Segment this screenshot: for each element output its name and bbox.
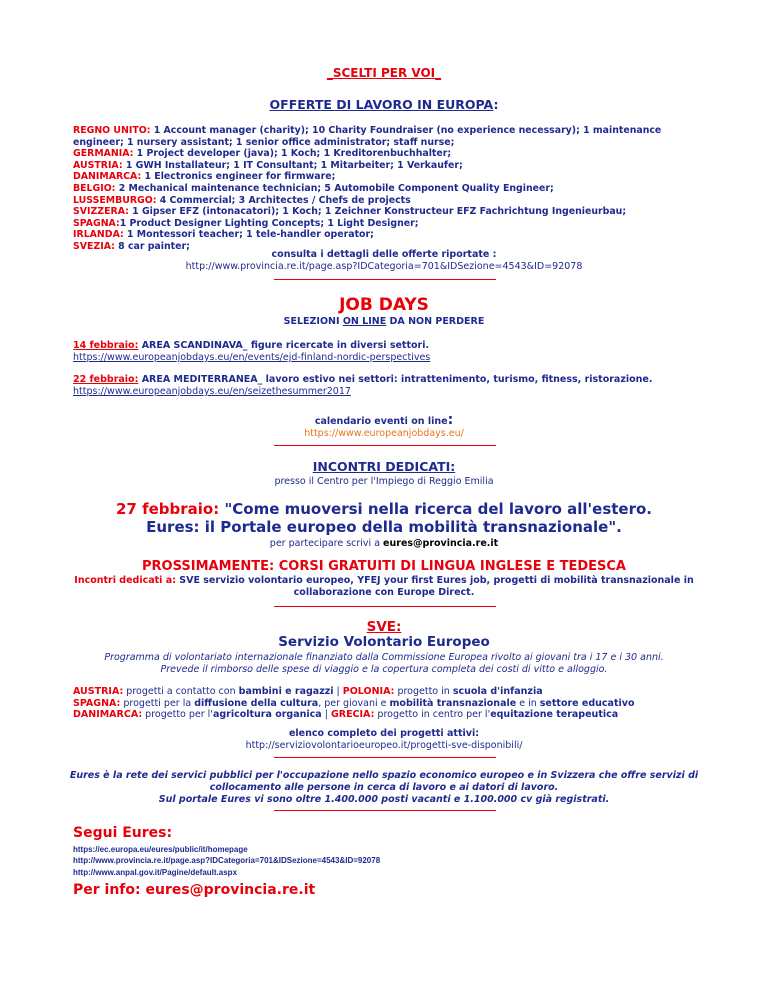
incontri-title: INCONTRI DEDICATI: (312, 459, 456, 474)
sve-text: progetti per la (120, 697, 195, 709)
feb27-line1 (0, 500, 768, 518)
offer-country: SVIZZERA: (73, 206, 129, 218)
incontri-heading (0, 459, 768, 474)
sve-country: DANIMARCA: (73, 709, 143, 721)
eures-desc-line3: Sul portale Eures vi sono oltre 1.400.000 posti vacanti e 1.100.000 cv già registrati. (158, 794, 610, 805)
offer-country: LUSSEMBURGO: (73, 194, 157, 206)
sve-text: e in (516, 697, 540, 709)
calendario-colon: : (447, 412, 454, 428)
sve-subtitle: Servizio Volontario Europeo (278, 634, 490, 650)
sve-desc1: Programma di volontariato internazionale finanziato dalla Commissione Europea rivolto ai giovani tra i 17 e i 30 anni. (104, 652, 664, 663)
eures-desc-line1: Eures è la rete dei servici pubblici per l'occupazione nello spazio economico europeo e in Svizzera che offre servizi di (69, 770, 699, 781)
sve-text: | (333, 686, 343, 697)
job-days-title: JOB DAYS (339, 295, 429, 315)
offer-country: SPAGNA: (73, 217, 120, 229)
offer-text: 8 car painter; (114, 240, 190, 252)
offers-list (73, 125, 713, 253)
selezioni-post: DA NON PERDERE (386, 316, 485, 327)
offer-text: 1 Montessori teacher; 1 tele-handler operator; (123, 229, 374, 241)
perinfo-label: Per info: (73, 882, 141, 898)
offer-row (73, 148, 713, 160)
segui-link[interactable]: http://www.anpal.gov.it/Pagine/default.aspx (73, 867, 238, 877)
offer-text: 1 Project developer (java); 1 Koch; 1 Kreditorenbuchhalter; (133, 148, 452, 160)
feb27-title1: "Come muoversi nella ricerca del lavoro all'estero. (219, 500, 652, 518)
offer-row (73, 183, 713, 195)
offer-text: 1 Gipser EFZ (intonacatori); 1 Koch; 1 Zeichner Konstructeur EFZ Fachrichtung Ingenieurbau; (128, 206, 627, 218)
sve-project-row (73, 709, 733, 721)
sve-text: progetto in (394, 686, 453, 697)
divider (274, 757, 496, 758)
sve-highlight: bambini e ragazzi (238, 686, 334, 697)
prossimamente-heading: PROSSIMAMENTE: CORSI GRATUITI DI LINGUA INGLESE E TEDESCA (142, 559, 626, 574)
offer-row (73, 171, 713, 183)
scelti-heading (0, 66, 768, 80)
offer-text: 1 Account manager (charity); 10 Charity Foundraiser (no experience necessary); 1 maintenance engineer; 1 nursery assistant; 1 senior office administrator; staff nurse; (73, 125, 662, 148)
elenco-text: elenco completo dei progetti attivi: (288, 728, 479, 739)
selezioni-online: ON LINE (342, 316, 387, 327)
sve-text: progetto per l' (142, 709, 213, 721)
calendario-text: calendario eventi on line (314, 416, 448, 427)
offer-row (73, 195, 713, 207)
event1-line (73, 340, 429, 351)
offerte-heading (0, 97, 768, 112)
sve-highlight: diffusione della cultura (194, 697, 319, 709)
sve-text: , per giovani e (318, 697, 390, 709)
perinfo-email[interactable]: eures@provincia.re.it (145, 882, 316, 898)
offer-country: GERMANIA: (73, 148, 134, 160)
partecipare-email[interactable]: eures@provincia.re.it (383, 538, 499, 549)
sve-highlight: equitazione terapeutica (490, 709, 619, 721)
offer-row (73, 229, 713, 241)
sve-projects (73, 686, 733, 721)
incontri2-line1 (0, 575, 768, 586)
offer-country: SVEZIA: (73, 240, 115, 252)
event1-text: AREA SCANDINAVA_ figure ricercate in diversi settori. (138, 340, 430, 351)
segui-links (73, 844, 380, 878)
offer-row (73, 160, 713, 172)
scelti-text: _SCELTI PER VOI_ (326, 66, 442, 80)
sve-desc2: Prevede il rimborso delle spese di viaggio e la copertura completa dei costi di vitto e alloggio. (160, 664, 608, 675)
segui-link[interactable]: https://ec.europa.eu/eures/public/it/homepage (73, 845, 248, 854)
offer-text: 4 Commercial; 3 Architectes / Chefs de projects (156, 194, 411, 206)
sve-project-row (73, 686, 733, 698)
divider (274, 445, 496, 446)
sve-highlight: settore educativo (539, 697, 635, 709)
offer-row (73, 218, 713, 230)
event2-link[interactable]: https://www.europeanjobdays.eu/en/seizethesummer2017 (73, 386, 351, 397)
partecipare-line (0, 538, 768, 549)
eures-desc-line2: collocamento alle persone in cerca di lavoro e ai datori di lavoro. (209, 782, 559, 793)
offer-country: IRLANDA: (73, 229, 124, 241)
offer-text: 1 GWH Installateur; 1 IT Consultant; 1 Mitarbeiter; 1 Verkaufer; (122, 159, 463, 171)
offer-country: BELGIO: (73, 182, 116, 194)
eures-desc (0, 770, 768, 806)
sve-heading (0, 619, 768, 635)
event2-date: 22 febbraio: (73, 374, 139, 385)
divider (274, 279, 496, 280)
segui-link[interactable]: http://www.provincia.re.it/page.asp?IDCategoria=701&IDSezione=4543&ID=92078 (73, 856, 381, 866)
sve-country: GRECIA: (330, 709, 375, 721)
offer-text: 2 Mechanical maintenance technician; 5 Automobile Component Quality Engineer; (115, 182, 554, 194)
offerte-colon: : (493, 97, 499, 112)
offer-country: DANIMARCA: (73, 171, 142, 183)
sve-country: SPAGNA: (73, 697, 121, 709)
sve-text: progetto in centro per l' (374, 709, 491, 721)
sve-title: SVE: (366, 619, 402, 635)
offer-row (73, 125, 713, 148)
feb27-date: 27 febbraio: (116, 500, 220, 518)
calendario-line (0, 412, 768, 428)
event1-date: 14 febbraio: (73, 340, 139, 351)
offer-row (73, 206, 713, 218)
segui-title: Segui Eures: (73, 825, 173, 841)
partecipare-text: per partecipare scrivi a (269, 538, 384, 549)
incontri2-label: Incontri dedicati a: (74, 575, 176, 586)
sve-text: progetti a contatto con (123, 686, 239, 697)
calendario-url[interactable]: https://www.europeanjobdays.eu/ (304, 428, 464, 439)
sve-text: | (321, 709, 331, 721)
sve-country: AUSTRIA: (73, 686, 124, 697)
offer-text: 1 Electronics engineer for firmware; (141, 171, 336, 183)
elenco-url[interactable]: http://serviziovolontarioeuropeo.it/progetti-sve-disponibili/ (245, 740, 523, 751)
selezioni-line (0, 316, 768, 327)
sve-highlight: agricoltura organica (212, 709, 322, 721)
incontri-sub: presso il Centro per l'Impiego di Reggio Emilia (274, 476, 494, 487)
sve-project-row (73, 698, 733, 710)
incontri2-line2: collaborazione con Europe Direct. (293, 587, 475, 598)
event2-text: AREA MEDITERRANEA_ lavoro estivo nei settori: intrattenimento, turismo, fitness, ristorazione. (138, 374, 653, 385)
sve-highlight: scuola d'infanzia (452, 686, 543, 697)
consulta-url[interactable]: http://www.provincia.re.it/page.asp?IDCategoria=701&IDSezione=4543&ID=92078 (185, 261, 583, 272)
selezioni-pre: SELEZIONI (283, 316, 343, 327)
sve-country: POLONIA: (342, 686, 395, 697)
offerte-title: OFFERTE DI LAVORO IN EUROPA (269, 97, 494, 112)
offer-country: REGNO UNITO: (73, 125, 151, 136)
sve-highlight: mobilità transnazionale (389, 697, 517, 709)
consulta-text: consulta i dettagli delle offerte riportate : (271, 249, 497, 260)
event2-line (73, 374, 652, 385)
incontri2-text1: SVE servizio volontario europeo, YFEJ your first Eures job, progetti di mobilità transnazionale in (175, 575, 694, 586)
divider (274, 810, 496, 811)
feb27-line2: Eures: il Portale europeo della mobilità transnazionale". (146, 518, 622, 536)
perinfo-line (73, 882, 315, 898)
event1-link[interactable]: https://www.europeanjobdays.eu/en/events/ejd-finland-nordic-perspectives (73, 352, 431, 363)
divider (274, 606, 496, 607)
offer-country: AUSTRIA: (73, 159, 123, 171)
offer-text: 1 Product Designer Lighting Concepts; 1 Light Designer; (119, 217, 419, 229)
